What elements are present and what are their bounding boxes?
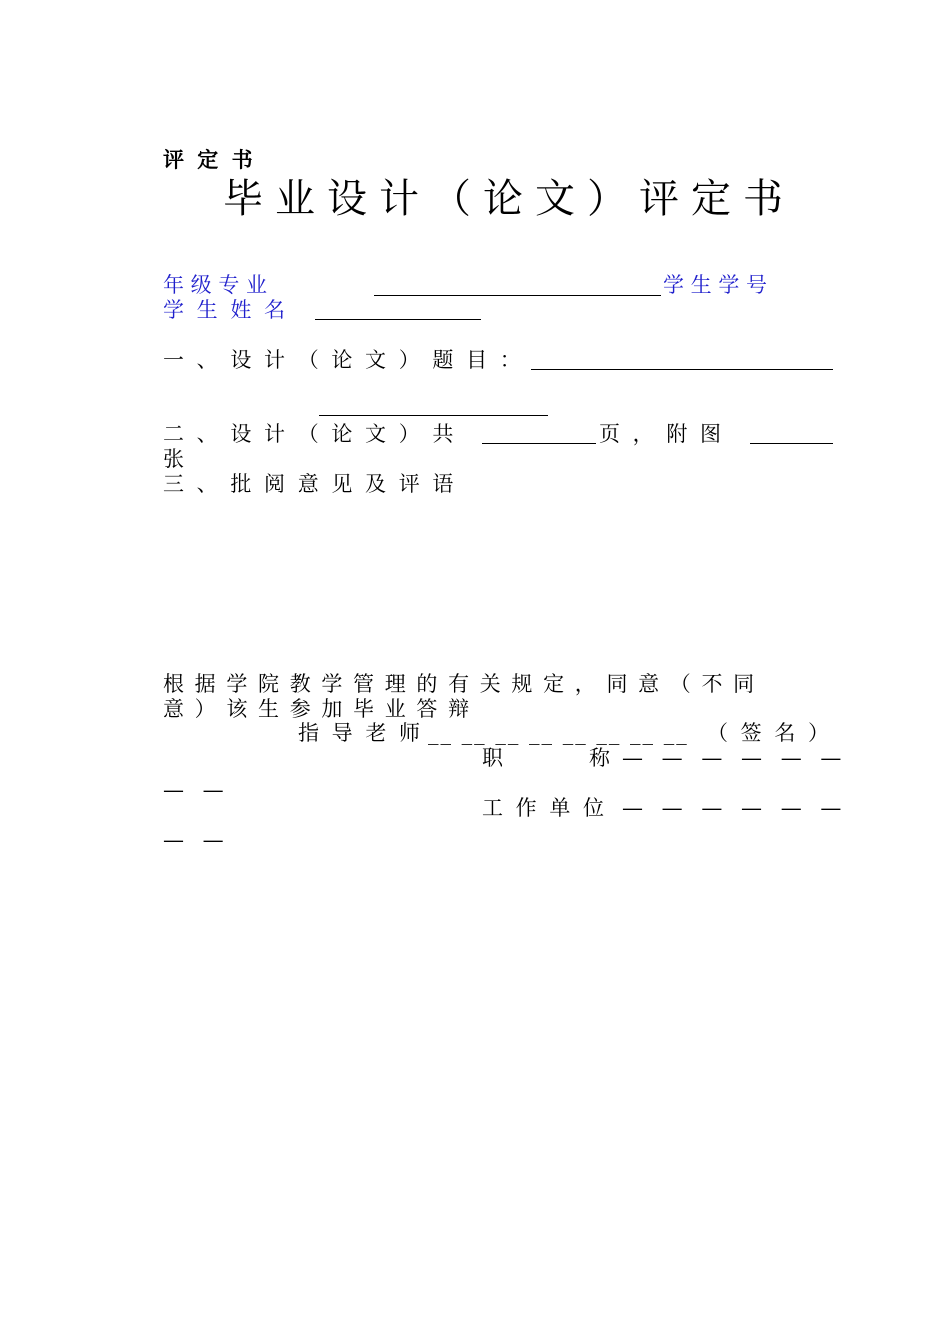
work-unit-field[interactable]: — — — — — —	[622, 796, 848, 820]
student-name-label: 学 生 姓 名	[163, 298, 289, 322]
work-unit-label: 工 作 单 位	[482, 796, 608, 820]
section-2-label: 二 、 设 计 （ 论 文 ） 共	[163, 422, 457, 446]
section-3-label: 三 、 批 阅 意 见 及 评 语	[163, 472, 457, 496]
approval-statement-line-2: 意 ） 该 生 参 加 毕 业 答 辩	[163, 697, 472, 721]
grade-major-field[interactable]	[374, 295, 661, 296]
thesis-title-field[interactable]	[531, 369, 833, 370]
pages-label: 页 ， 附 图	[599, 422, 725, 446]
student-id-label: 学 生 学 号	[663, 273, 768, 297]
job-title-label-2: 称	[589, 746, 610, 770]
thesis-title-field-2[interactable]	[319, 415, 548, 416]
advisor-signature-field[interactable]: __ __ __ __ __ __ __ __	[428, 721, 689, 745]
page-title: 毕业设计（论文）评定书	[223, 176, 795, 222]
job-title-field-wrap[interactable]: — —	[163, 778, 230, 802]
job-title-label-1: 职	[482, 746, 503, 770]
sign-label: （ 签 名 ）	[707, 721, 833, 745]
approval-statement-line-1: 根 据 学 院 教 学 管 理 的 有 关 规 定 ， 同 意 （ 不 同	[163, 672, 757, 696]
work-unit-field-wrap[interactable]: — —	[163, 828, 230, 852]
job-title-field[interactable]: — — — — — —	[622, 746, 848, 770]
header-small: 评 定 书	[163, 147, 256, 172]
student-name-field[interactable]	[315, 319, 481, 320]
advisor-label: 指 导 老 师	[298, 721, 424, 745]
pages-field[interactable]	[482, 443, 596, 444]
sheets-label: 张	[163, 447, 184, 471]
section-1-label: 一 、 设 计 （ 论 文 ） 题 目 ：	[163, 348, 524, 372]
grade-major-label: 年 级 专 业	[163, 273, 268, 297]
figures-field[interactable]	[750, 443, 833, 444]
